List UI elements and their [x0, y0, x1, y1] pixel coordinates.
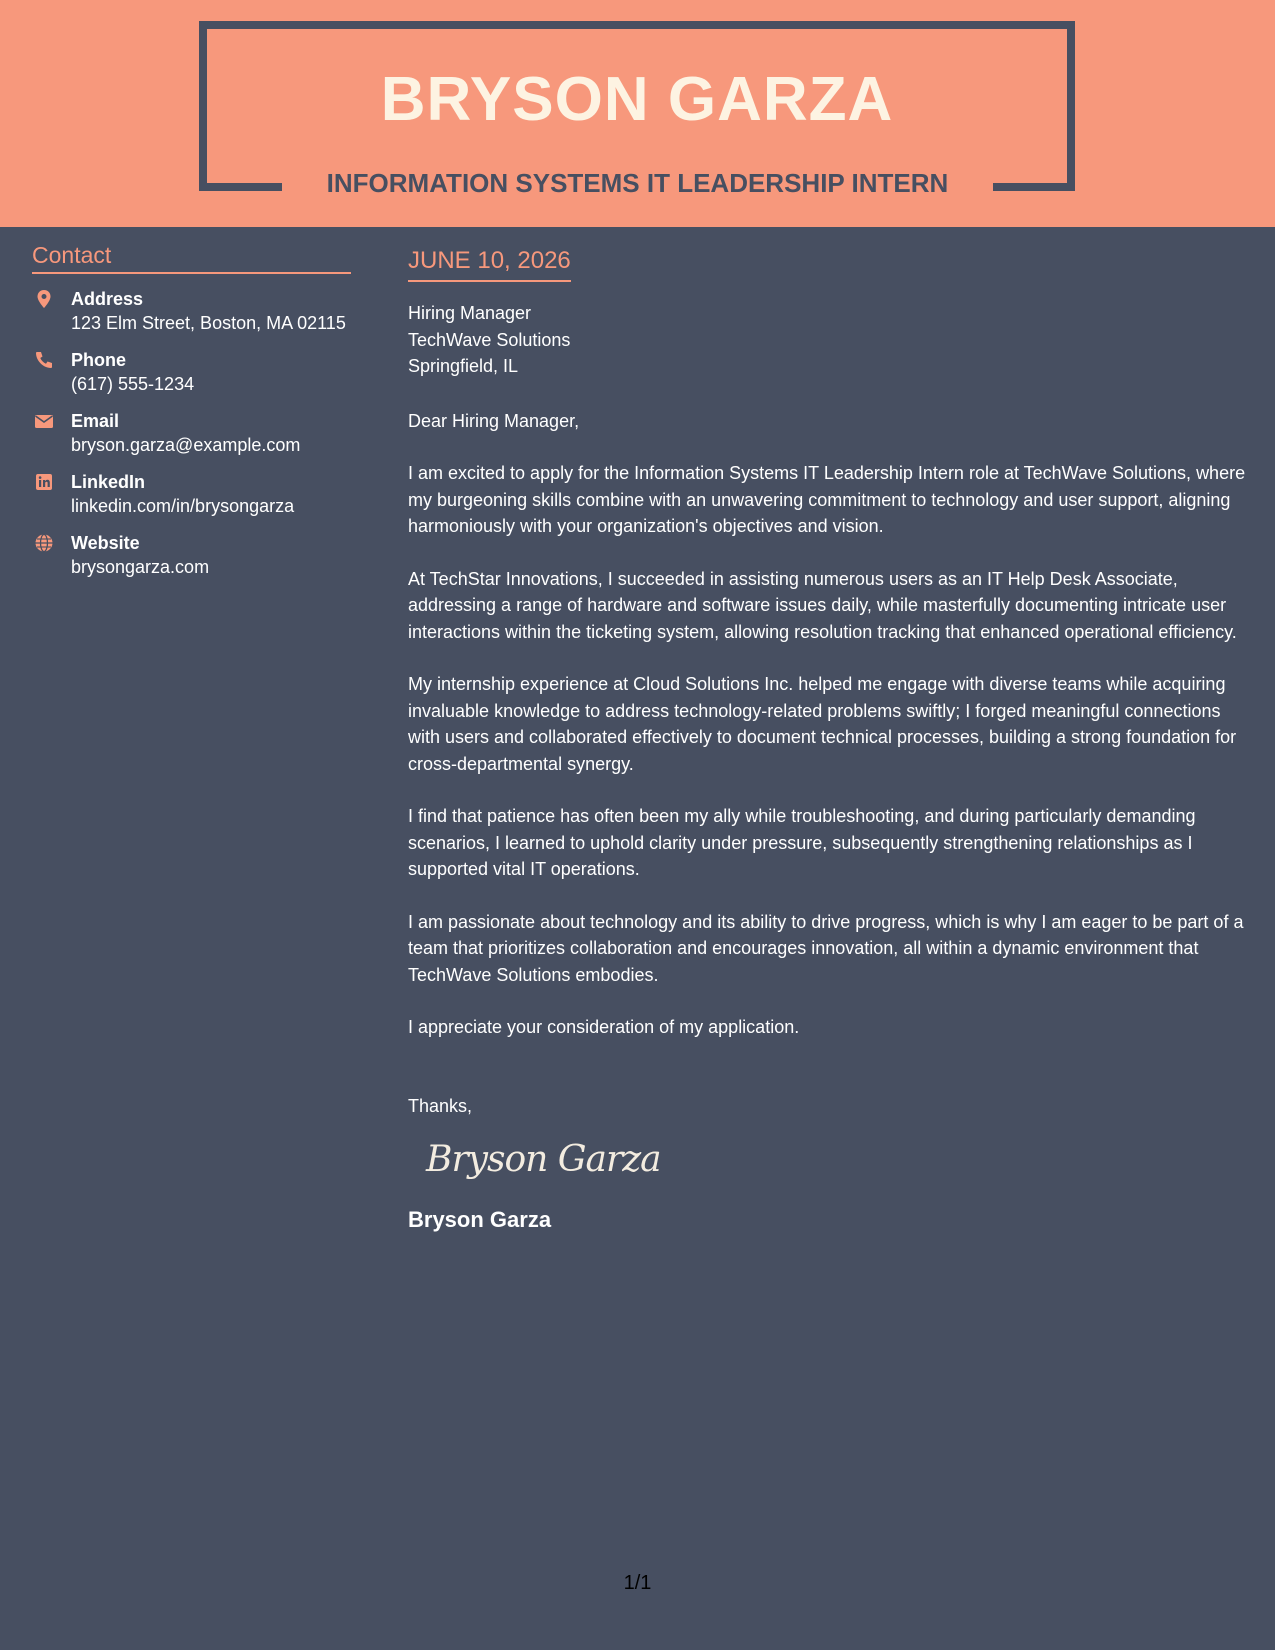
map-pin-icon	[34, 289, 54, 309]
contact-address	[32, 287, 351, 336]
phone-value: (617) 555-1234	[71, 374, 195, 394]
job-title: INFORMATION SYSTEMS IT LEADERSHIP INTERN	[326, 168, 949, 198]
header-frame-left-foot	[199, 183, 282, 191]
email-value: bryson.garza@example.com	[71, 435, 301, 455]
contact-email	[32, 409, 351, 458]
closing: Thanks,	[408, 1095, 473, 1116]
header-banner	[0, 0, 1275, 227]
address-label: Address	[71, 289, 144, 309]
linkedin-value: linkedin.com/in/brysongarza	[71, 496, 295, 516]
salutation: Dear Hiring Manager,	[408, 410, 580, 431]
email-label: Email	[71, 411, 120, 431]
letter-date: JUNE 10, 2026	[408, 244, 571, 282]
contact-heading: Contact	[32, 240, 351, 274]
letter-body	[408, 244, 1250, 1235]
website-value: brysongarza.com	[71, 557, 210, 577]
page-number: 1/1	[623, 1572, 652, 1594]
paragraph-intro: I am excited to apply for the Information Systems IT Leadership Intern role at TechWave Solutions, where my burgeoning skills combine with an unwavering commitment to technology and user support, aligning harmoniously with your organization's objectives and vision.	[408, 463, 1246, 536]
paragraph-internship: My internship experience at Cloud Solutions Inc. helped me engage with diverse teams while acquiring invaluable knowledge to address technology-related problems swiftly; I forged meaningful connections with users and collaborated effectively to document technical processes, building a strong foundation for cross-departmental synergy.	[408, 674, 1237, 774]
globe-icon	[34, 533, 54, 553]
candidate-name: BRYSON GARZA	[380, 65, 894, 134]
contact-phone	[32, 348, 351, 397]
recipient-block	[408, 300, 1250, 380]
linkedin-label: LinkedIn	[71, 472, 146, 492]
paragraph-patience: I find that patience has often been my ally while troubleshooting, and during particularly demanding scenarios, I learned to uphold clarity under pressure, subsequently strengthening relationships as I supported vital IT operations.	[408, 806, 1196, 879]
phone-label: Phone	[71, 350, 127, 370]
contact-sidebar	[32, 240, 351, 580]
signed-name: Bryson Garza	[408, 1207, 552, 1232]
website-label: Website	[71, 533, 140, 553]
paragraph-experience: At TechStar Innovations, I succeeded in assisting numerous users as an IT Help Desk Associate, addressing a range of hardware and software issues daily, while masterfully documenting intricate user interactions within the ticketing system, allowing resolution tracking that enhanced operational efficiency.	[408, 568, 1237, 642]
signature: Bryson Garza	[426, 1139, 661, 1180]
phone-icon	[34, 350, 54, 370]
paragraph-passion: I am passionate about technology and its ability to drive progress, which is why I am eager to be part of a team that prioritizes collaboration and encourages innovation, all within a dynamic environment that TechWave Solutions embodies.	[408, 911, 1244, 985]
contact-website	[32, 531, 351, 580]
header-frame-right-foot	[993, 183, 1075, 191]
linkedin-icon	[34, 472, 54, 492]
envelope-icon	[34, 411, 54, 431]
recipient-name: Hiring Manager	[408, 303, 532, 323]
paragraph-appreciation: I appreciate your consideration of my application.	[408, 1017, 800, 1037]
recipient-company: TechWave Solutions	[408, 329, 571, 350]
address-value: 123 Elm Street, Boston, MA 02115	[71, 313, 346, 333]
contact-linkedin	[32, 470, 351, 519]
recipient-location: Springfield, IL	[408, 356, 519, 376]
